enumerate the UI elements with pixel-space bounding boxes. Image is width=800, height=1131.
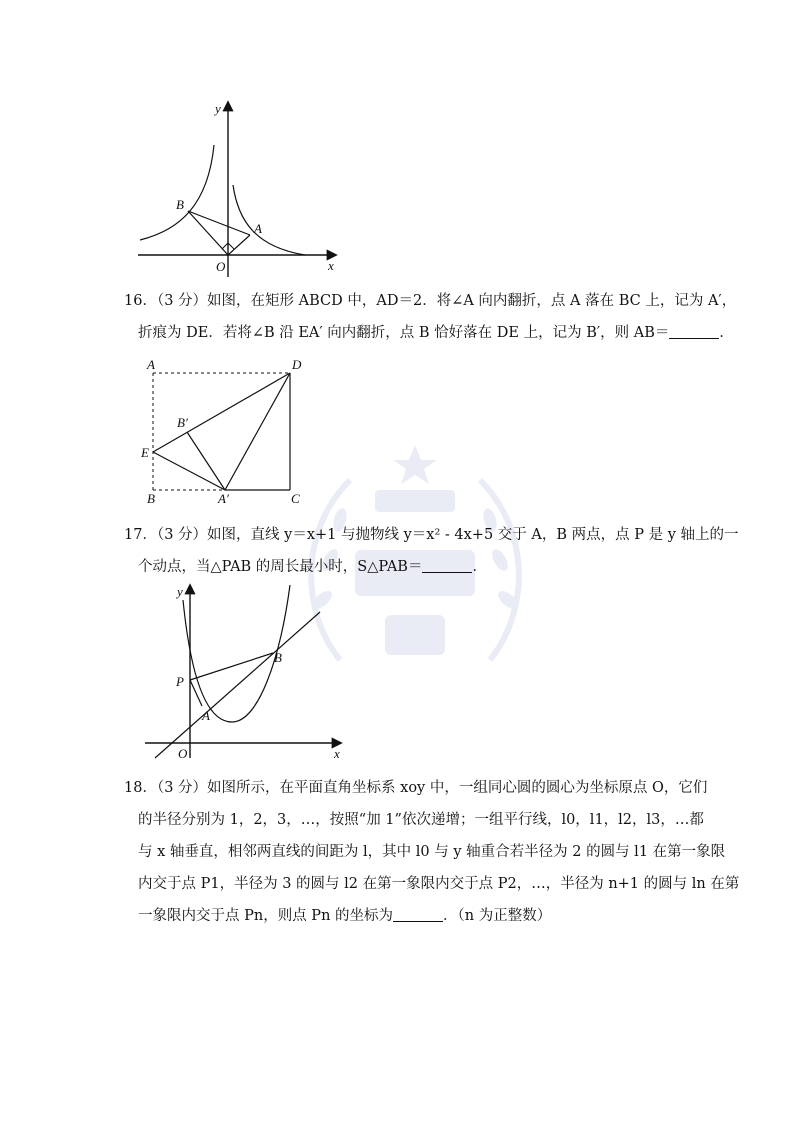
- figure-16-rectangle: [135, 355, 315, 505]
- q17-line2: [138, 557, 487, 577]
- label-O: O: [178, 746, 188, 760]
- q17-end: ．: [472, 559, 487, 575]
- q17-line1: [124, 525, 739, 545]
- label-A-prime: A′: [218, 491, 229, 505]
- q18-line4: 内交于点 P1，半径为 3 的圆与 l2 在第一象限内交于点 P2，…，半径为 n+1 的圆与 ln 在第: [138, 876, 740, 892]
- answer-blank: [422, 558, 472, 573]
- label-C: C: [291, 491, 300, 505]
- q16-text2: 折痕为 DE．若将∠B 沿 EA′ 向内翻折，点 B 恰好落在 DE 上，记为 B′，则 AB＝: [138, 325, 670, 341]
- label-P: P: [176, 674, 184, 689]
- q18-line2: 的半径分别为 1，2，3，…，按照“加 1”依次递增；一组平行线，l0，l1，l2，l3，…都: [138, 812, 704, 828]
- q17-number: 17．: [124, 527, 157, 543]
- q18-line1: [124, 778, 707, 798]
- label-A: A: [202, 708, 210, 723]
- label-A: A: [254, 221, 262, 236]
- label-B: B: [147, 491, 155, 505]
- label-y: y: [215, 101, 221, 116]
- hyperbola-right-branch: [233, 185, 305, 255]
- label-O: O: [216, 259, 226, 274]
- figure-15-hyperbola: [130, 95, 350, 280]
- q18-number: 18．: [124, 780, 157, 796]
- q18-line3: 与 x 轴垂直，相邻两直线的间距为 l，其中 l0 与 y 轴重合若半径为 2 的圆与 l1 在第一象限: [138, 844, 726, 860]
- figure-17-parabola: [140, 580, 350, 760]
- q18-text5: 一象限内交于点 Pn，则点 Pn 的坐标为: [138, 908, 394, 924]
- label-x: x: [328, 258, 334, 273]
- label-B-prime: B′: [177, 415, 188, 430]
- label-A: A: [147, 357, 155, 372]
- q18-line5: [138, 906, 551, 926]
- q18-end: ．（n 为正整数）: [443, 908, 552, 924]
- label-E: E: [141, 445, 149, 460]
- answer-blank: [669, 324, 719, 339]
- label-B: B: [274, 650, 282, 665]
- q16-text1: （3 分）如图，在矩形 ABCD 中，AD＝2．将∠A 向内翻折，点 A 落在 BC 上，记为 A′，: [156, 293, 737, 309]
- q16-line2: [138, 323, 734, 343]
- answer-blank: [393, 907, 443, 922]
- q16-number: 16．: [124, 293, 157, 309]
- q16-end: ．: [719, 325, 734, 341]
- q18-text1: （3 分）如图所示，在平面直角坐标系 xoy 中，一组同心圆的圆心为坐标原点 O，它们: [156, 780, 708, 796]
- q17-text2: 个动点，当△PAB 的周长最小时，S△PAB＝: [138, 559, 423, 575]
- label-y: y: [177, 584, 183, 599]
- label-D: D: [292, 357, 302, 372]
- q17-text1: （3 分）如图，直线 y＝x+1 与抛物线 y＝x² - 4x+5 交于 A，B 两点，点 P 是 y 轴上的一: [156, 527, 739, 543]
- label-x: x: [334, 746, 340, 760]
- q16-line1: [124, 291, 736, 311]
- label-B: B: [176, 197, 184, 212]
- hyperbola-left-branch: [140, 145, 214, 240]
